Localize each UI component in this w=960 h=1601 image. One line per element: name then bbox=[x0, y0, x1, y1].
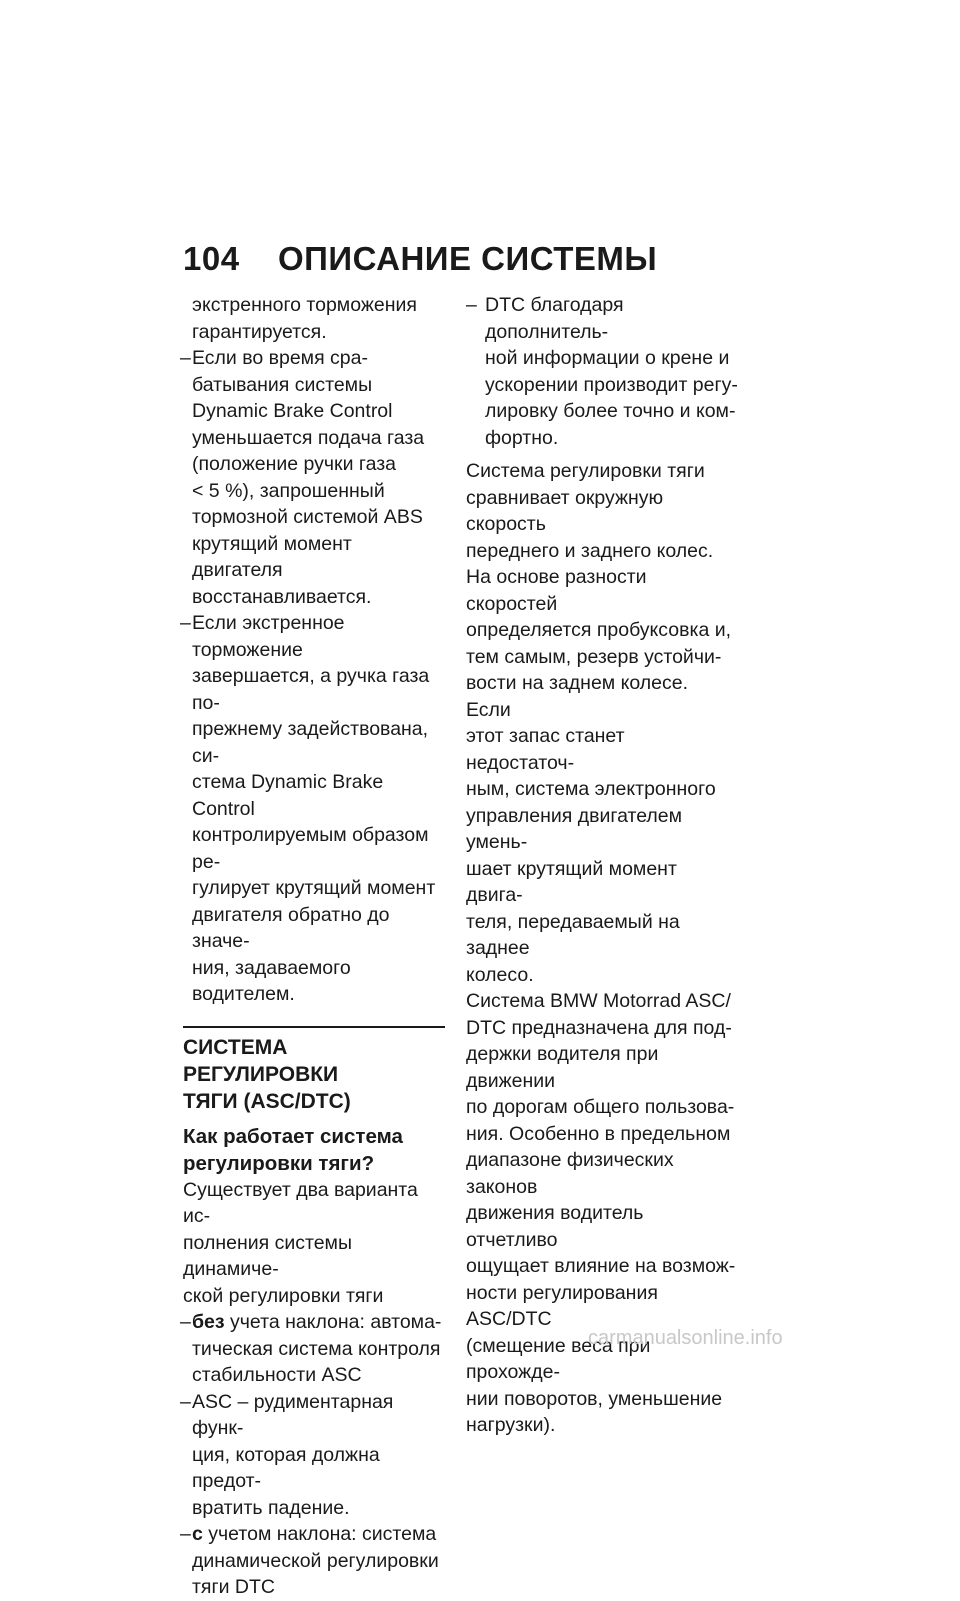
list-item bbox=[183, 1309, 445, 1389]
text-line: гулирует крутящий момент bbox=[192, 877, 436, 899]
text-line: – Если во время сра- bbox=[192, 347, 368, 369]
text-line: (положение ручки газа bbox=[192, 453, 396, 475]
text-line: колесо. bbox=[466, 963, 534, 986]
text-line: сравнивает окружную скорость bbox=[466, 486, 664, 535]
text-line: тическая система контроля bbox=[192, 1337, 441, 1360]
text-line: контролируемым образом ре- bbox=[192, 824, 429, 873]
watermark: carmanualsonline.info bbox=[588, 1327, 783, 1349]
text-line: стема Dynamic Brake Control bbox=[192, 771, 384, 820]
text-line: динамической регулировки bbox=[192, 1549, 439, 1572]
list-item bbox=[183, 345, 445, 610]
text-line: тяги DTC bbox=[192, 1576, 275, 1598]
emphasis: без bbox=[192, 1311, 225, 1333]
text-line: лировку более точно и ком- bbox=[485, 400, 736, 422]
text-line: диапазоне физических законов bbox=[466, 1149, 674, 1198]
text-line: – ASC – рудиментарная функ- bbox=[192, 1390, 394, 1439]
text-line: ощущает влияние на возмож- bbox=[466, 1255, 736, 1277]
list-item bbox=[183, 1389, 445, 1522]
continued-text bbox=[183, 292, 445, 345]
text-line: (смещение веса при прохожде- bbox=[466, 1334, 651, 1383]
text-run: учета наклона: автома- bbox=[224, 1311, 442, 1333]
text-line: гарантируется. bbox=[192, 320, 327, 343]
heading-line: СИСТЕМА РЕГУЛИРОВКИ bbox=[183, 1035, 339, 1086]
text-line: завершается, а ручка газа по- bbox=[192, 665, 430, 714]
text-line: держки водителя при движении bbox=[466, 1043, 659, 1092]
text-line: уменьшается подача газа bbox=[192, 426, 425, 449]
section-title bbox=[183, 1034, 445, 1115]
text-run: учетом наклона: система bbox=[202, 1523, 437, 1545]
text-line: двигателя обратно до значе- bbox=[192, 903, 390, 952]
text-line: – DTC благодаря дополнитель- bbox=[485, 294, 624, 343]
text-line: управления двигателем умень- bbox=[466, 804, 683, 853]
text-line: определяется пробуксовка и, bbox=[466, 619, 732, 641]
text-line: шает крутящий момент двига- bbox=[466, 857, 677, 906]
text-line: стабильности ASC bbox=[192, 1364, 362, 1386]
text-line: ускорении производит регу- bbox=[485, 373, 738, 396]
text-line: ности регулирования ASC/DTC bbox=[466, 1281, 658, 1330]
text-line: полнения системы динамиче- bbox=[183, 1231, 352, 1280]
text-line: переднего и заднего колес. bbox=[466, 539, 714, 562]
text-line: теля, передаваемый на заднее bbox=[466, 910, 680, 959]
text-line: вости на заднем колесе. Если bbox=[466, 672, 689, 721]
list-item bbox=[183, 610, 445, 1008]
text-line: Система регулировки тяги bbox=[466, 460, 705, 482]
page-number: 104 bbox=[183, 240, 240, 277]
text-line: этот запас станет недостаточ- bbox=[466, 725, 625, 774]
text-line: тормозной системой ABS bbox=[192, 506, 423, 528]
text-line: DTC предназначена для под- bbox=[466, 1016, 732, 1039]
text-line: крутящий момент двигателя bbox=[192, 532, 352, 581]
text-line: ным, система электронного bbox=[466, 778, 716, 800]
list-item bbox=[183, 1521, 445, 1601]
text-line: нии поворотов, уменьшение bbox=[466, 1387, 723, 1410]
text-line: Dynamic Brake Control bbox=[192, 400, 393, 422]
text-line: нагрузки). bbox=[466, 1414, 556, 1436]
right-column bbox=[466, 292, 738, 1439]
list-item bbox=[466, 292, 738, 451]
text-line: прежнему задействована, си- bbox=[192, 718, 429, 767]
text-line: < 5 %), запрошенный bbox=[192, 479, 385, 502]
text-line: Существует два варианта ис- bbox=[183, 1178, 418, 1227]
text-line: – Если экстренное торможение bbox=[192, 612, 345, 661]
intro-paragraph bbox=[183, 1177, 445, 1310]
text-line: Система BMW Motorrad ASC/ bbox=[466, 990, 731, 1012]
text-line: движения водитель отчетливо bbox=[466, 1202, 644, 1251]
text-line: ния, задаваемого водителем. bbox=[192, 956, 351, 1005]
emphasis: с bbox=[192, 1523, 203, 1545]
heading-line: регулировки тяги? bbox=[183, 1151, 375, 1175]
page-title: ОПИСАНИЕ СИСТЕМЫ bbox=[278, 240, 658, 277]
paragraph bbox=[466, 458, 738, 988]
text-line: по дорогам общего пользова- bbox=[466, 1096, 735, 1118]
text-line: ской регулировки тяги bbox=[183, 1284, 384, 1307]
heading-line: ТЯГИ (ASC/DTC) bbox=[183, 1089, 351, 1113]
paragraph bbox=[466, 988, 738, 1439]
text-line: тем самым, резерв устойчи- bbox=[466, 645, 722, 668]
text-line: ция, которая должна предот- bbox=[192, 1443, 380, 1492]
subsection-title bbox=[183, 1123, 445, 1177]
text-line: батывания системы bbox=[192, 373, 373, 396]
text-line: вратить падение. bbox=[192, 1496, 350, 1519]
page-header bbox=[183, 240, 657, 278]
left-column bbox=[183, 292, 445, 1601]
section-divider bbox=[183, 1026, 445, 1028]
text-line: восстанавливается. bbox=[192, 585, 372, 608]
text-line: ной информации о крене и bbox=[485, 347, 730, 369]
text-line: фортно. bbox=[485, 426, 559, 449]
text-line bbox=[192, 1309, 445, 1336]
heading-line: Как работает система bbox=[183, 1124, 403, 1148]
text-line: На основе разности скоростей bbox=[466, 566, 647, 615]
text-line bbox=[192, 1521, 445, 1548]
text-line: ния. Особенно в предельном bbox=[466, 1122, 731, 1145]
spacer bbox=[466, 451, 738, 458]
text-line: экстренного торможения bbox=[192, 294, 417, 316]
